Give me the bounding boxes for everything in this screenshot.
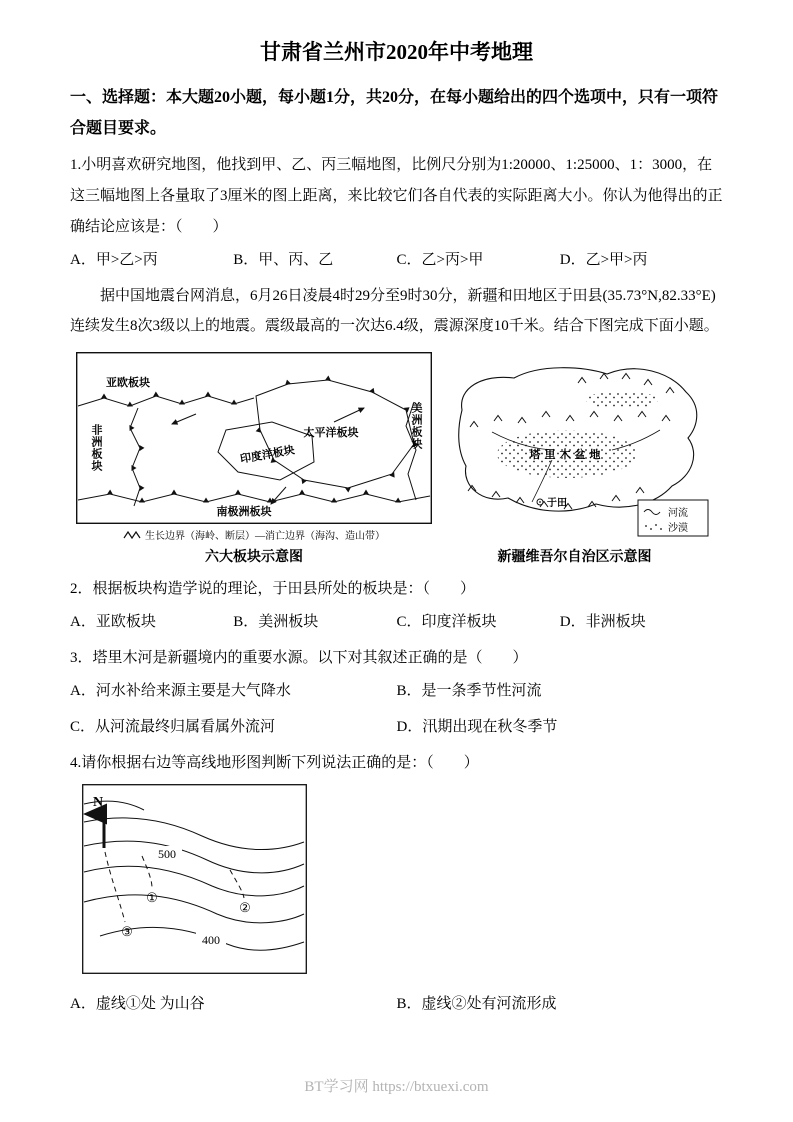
plate-map-legend (123, 527, 385, 542)
figure-plates (76, 352, 432, 566)
label-yutian: 于田 (547, 498, 567, 510)
legend-desert-label: 沙漠 (668, 523, 688, 535)
growth-boundary-icon (123, 530, 143, 540)
marker-1-label: ① (146, 890, 158, 906)
option-c: C．乙>丙>甲 (396, 251, 484, 268)
figure-contour (82, 784, 723, 979)
intro-passage: 据中国地震台网消息，6月26日凌晨4时29分至9时30分，新疆和田地区于田县(35.73°N,82.33°E)连续发生8次3级以上的地震。震级最高的一次达6.4级，震源深度10千米。结合下图完成下面小题。 (70, 287, 719, 335)
question-4-options (70, 989, 723, 1019)
xinjiang-map-image (432, 352, 717, 542)
marker-2-label: ② (239, 900, 251, 916)
contour-400-label: 400 (202, 933, 220, 948)
option-a: A．甲>乙>丙 (70, 251, 158, 268)
option-b: B．美洲板块 (233, 613, 319, 630)
plate-map-legend-text: 生长边界（海岭、断层）—消亡边界（海沟、造山带） (145, 531, 385, 543)
option-d: D．汛期出现在秋冬季节 (396, 718, 558, 735)
question-4-text: 4.请你根据右边等高线地形图判断下列说法正确的是：（ ） (70, 754, 479, 771)
label-africa-plate: 非洲板块 (90, 424, 102, 473)
question-1-text: 1.小明喜欢研究地图，他找到甲、乙、丙三幅地图，比例尺分别为1:20000、1:25000、1：3000，在这三幅地图上各量取了3厘米的图上距离，来比较它们各自代表的实际距离大小。你认为他得出的正确结论应该是：（ ） (70, 157, 723, 235)
option-b: B．甲、丙、乙 (233, 251, 334, 268)
label-tarim-basin: 塔里木盆地 (529, 449, 605, 462)
option-b: B．虚线②处有河流形成 (396, 996, 557, 1013)
site-watermark: BT学习网 https://btxuexi.com (304, 1079, 489, 1095)
question-1-options (70, 245, 723, 275)
label-antarctic-plate: 南极洲板块 (216, 506, 272, 519)
marker-3-label: ③ (121, 924, 133, 940)
option-a: A．河水补给来源主要是大气降水 (70, 682, 291, 699)
question-2-text: 2．根据板块构造学说的理论，于田县所处的板块是：（ ） (70, 581, 476, 598)
contour-map-image (82, 784, 307, 974)
option-a: A．亚欧板块 (70, 613, 156, 630)
option-a: A．虚线①处 为山谷 (70, 996, 205, 1013)
question-3-options-row-2 (70, 712, 723, 742)
north-label: N (93, 795, 104, 811)
plate-map-caption: 六大板块示意图 (205, 550, 303, 566)
question-2-options (70, 607, 723, 637)
question-3-options-row-1 (70, 676, 723, 706)
label-eurasia-plate: 亚欧板块 (106, 377, 150, 390)
page-title: 甘肃省兰州市2020年中考地理 (260, 40, 533, 64)
label-indian-plate: 印度洋板块 (239, 444, 296, 466)
option-c: C．从河流最终归属看属外流河 (70, 718, 276, 735)
plate-map-image (76, 352, 432, 524)
legend-river-label: 河流 (668, 508, 688, 520)
option-c: C．印度洋板块 (396, 613, 497, 630)
option-d: D．非洲板块 (559, 613, 646, 630)
section-header: 一、选择题：本大题20小题，每小题1分，共20分，在每小题给出的四个选项中，只有一项符合题目要求。 (70, 89, 719, 138)
contour-500-label: 500 (158, 847, 176, 862)
label-americas-plate: 美洲板块 (410, 402, 422, 451)
question-3-text: 3．塔里木河是新疆境内的重要水源。以下对其叙述正确的是（ ） (70, 649, 528, 666)
figure-xinjiang (432, 352, 717, 566)
figures-row (70, 352, 723, 566)
label-pacific-plate: 太平洋板块 (303, 427, 359, 440)
xinjiang-map-caption: 新疆维吾尔自治区示意图 (497, 550, 652, 566)
option-d: D．乙>甲>丙 (559, 251, 648, 268)
option-b: B．是一条季节性河流 (396, 682, 542, 699)
